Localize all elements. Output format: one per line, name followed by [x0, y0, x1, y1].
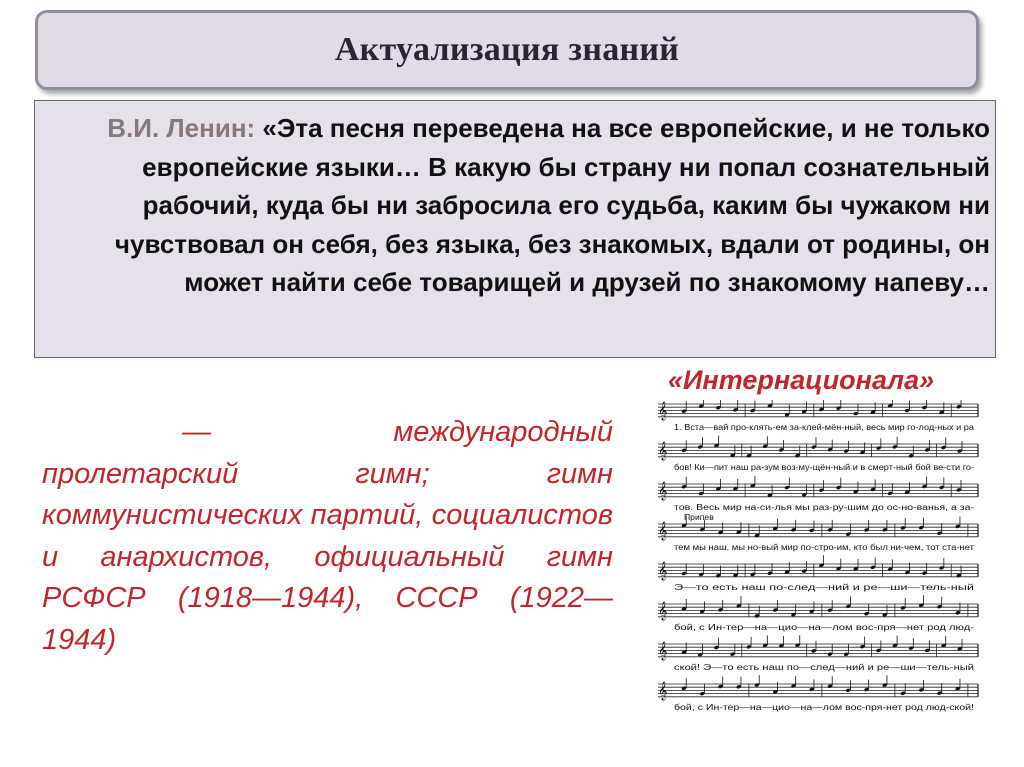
treble-clef-icon: 𝄞 [658, 523, 668, 540]
staff-row [658, 555, 978, 592]
definition-text: международный пролетарский гимн; гимн коммунистических партий, социалистов и анархистов, официальный гимн РСФСР (1918—1944), СССР (1922—1944) [42, 416, 613, 656]
refrain-label: Припев [684, 512, 714, 522]
treble-clef-icon: 𝄞 [658, 443, 668, 460]
lyrics-line: ской! Э—то есть наш по—след—ний и ре—ши—тель-ный [674, 662, 975, 672]
staff-row [658, 436, 978, 472]
definition-dash: — [182, 416, 211, 448]
lyrics-line: Э—то есть наш по-след—ний и ре—ши—тель-ный [674, 582, 975, 592]
slide-title: Актуализация знаний [334, 31, 680, 68]
lyrics-line: 1. Вста—вай про-клять-ем за-клей-мён-ный, весь мир го-лод-ных и ра [674, 422, 975, 432]
lyrics-line: бой, с Ин-тер—на—цио—на—лом вос-пря—нет род люд- [674, 622, 975, 632]
lenin-quote [75, 109, 990, 302]
staff-row [658, 595, 978, 632]
staff-row [658, 635, 978, 672]
quote-text: «Эта песня переведена на все европейские, и не только европейские языки… В какую бы страну ни попал сознательный рабочий, куда бы ни забросила его судьба, каким бы чужаком ни чувствовал он себя, без языка, без знакомых, вдали от родины, он может найти себе товарищей и друзей по знакомому напеву… [114, 113, 990, 297]
anthem-definition [42, 412, 613, 661]
quote-box [34, 100, 996, 358]
staff-row [658, 400, 978, 432]
title-banner [35, 10, 979, 90]
quote-author: В.И. Ленин: [107, 113, 256, 143]
treble-clef-icon: 𝄞 [658, 483, 668, 500]
staff-row [658, 675, 978, 712]
lyrics-line: бов! Ки—пит наш ра-зум воз-му-щён-ный и в смерт-ный бой ве-сти го- [674, 462, 975, 472]
anthem-title: «Интернационала» [668, 365, 935, 395]
staff-row [658, 476, 978, 512]
treble-clef-icon: 𝄞 [658, 683, 668, 700]
lyrics-line: бой, с Ин-тер—на—цио—на—лом вос-пря-нет род люд-ской! [674, 702, 974, 712]
treble-clef-icon: 𝄞 [658, 643, 668, 660]
sheet-music-image [654, 400, 982, 720]
treble-clef-icon: 𝄞 [658, 403, 668, 420]
lyrics-line: тем мы наш, мы но-вый мир по-стро-им, кто был ни-чем, тот ста-нет [674, 542, 975, 552]
treble-clef-icon: 𝄞 [658, 563, 668, 580]
lyrics-line: тов. Весь мир на-си-лья мы раз-ру-шим до ос-но-ванья, а за- [674, 502, 975, 512]
treble-clef-icon: 𝄞 [658, 603, 668, 620]
